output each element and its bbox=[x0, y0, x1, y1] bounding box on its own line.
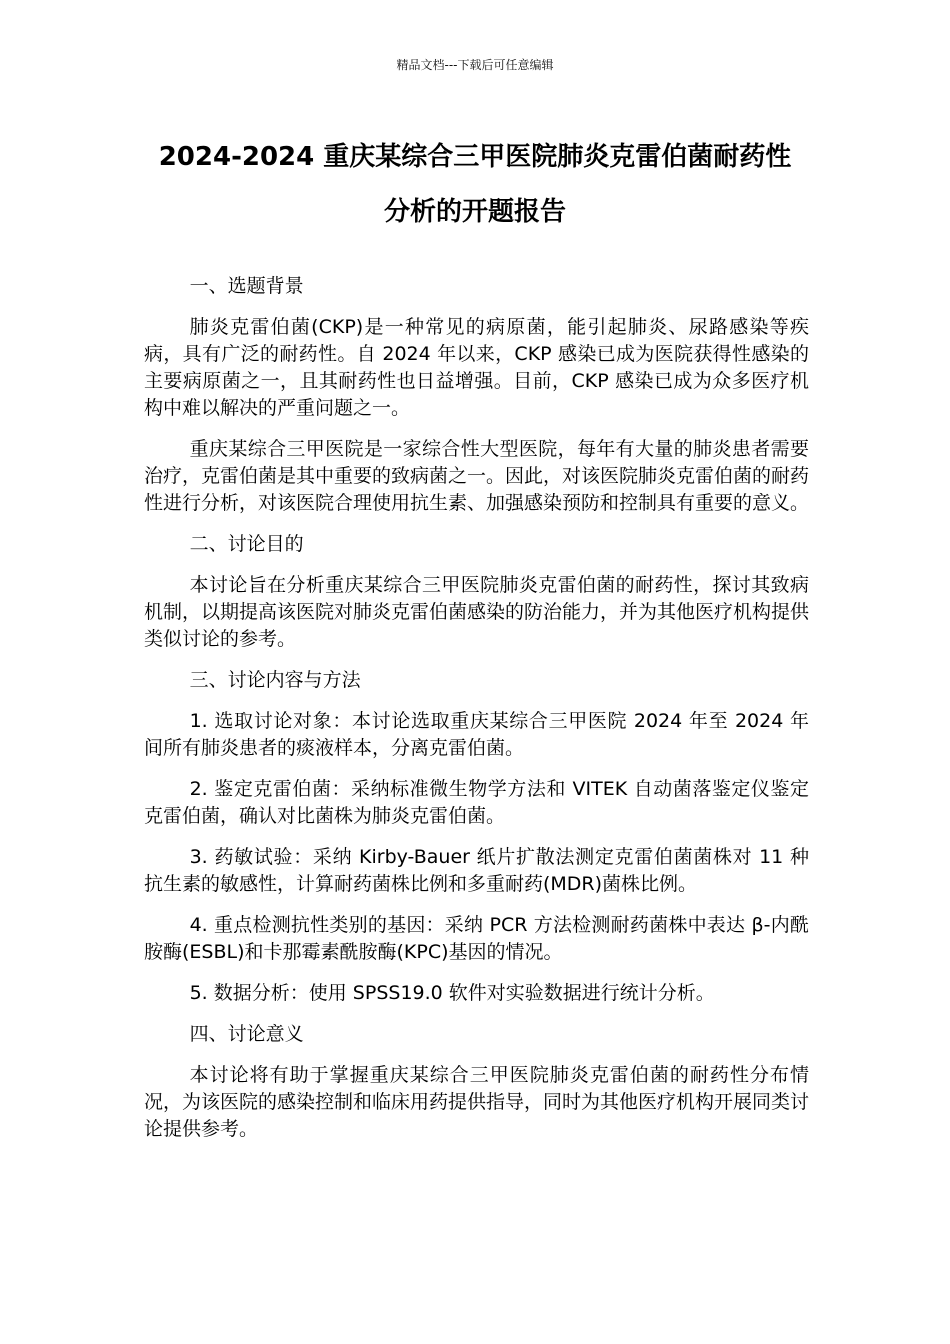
method-item-5: 5. 数据分析：使用 SPSS19.0 软件对实验数据进行统计分析。 bbox=[189, 982, 715, 1004]
section-heading-methods: 三、讨论内容与方法 bbox=[189, 669, 361, 691]
paragraph-significance: 本讨论将有助于掌握重庆某综合三甲医院肺炎克雷伯菌的耐药性分布情况，为该医院的感染控制和临床用药提供指导，同时为其他医疗机构开展同类讨论提供参考。 bbox=[144, 1064, 810, 1140]
title-line-1: 2024-2024 重庆某综合三甲医院肺炎克雷伯菌耐药性 bbox=[158, 142, 792, 172]
paragraph-background-2: 重庆某综合三甲医院是一家综合性大型医院，每年有大量的肺炎患者需要治疗，克雷伯菌是其中重要的致病菌之一。因此，对该医院肺炎克雷伯菌的耐药性进行分析，对该医院合理使用抗生素、加强感染预防和控制具有重要的意义。 bbox=[144, 438, 810, 514]
document-body bbox=[144, 273, 809, 1157]
paragraph-purpose: 本讨论旨在分析重庆某综合三甲医院肺炎克雷伯菌的耐药性，探讨其致病机制，以期提高该医院对肺炎克雷伯菌感染的防治能力，并为其他医疗机构提供类似讨论的参考。 bbox=[144, 574, 810, 650]
method-item-4: 4. 重点检测抗性类别的基因：采纳 PCR 方法检测耐药菌株中表达 β-内酰胺酶(ESBL)和卡那霉素酰胺酶(KPC)基因的情况。 bbox=[144, 914, 809, 963]
section-heading-purpose: 二、讨论目的 bbox=[189, 533, 304, 555]
title-line-2: 分析的开题报告 bbox=[383, 197, 566, 227]
method-item-3: 3. 药敏试验：采纳 Kirby-Bauer 纸片扩散法测定克雷伯菌菌株对 11 种抗生素的敏感性，计算耐药菌株比例和多重耐药(MDR)菌株比例。 bbox=[144, 846, 809, 895]
method-item-2: 2. 鉴定克雷伯菌：采纳标准微生物学方法和 VITEK 自动菌落鉴定仪鉴定克雷伯菌，确认对比菌株为肺炎克雷伯菌。 bbox=[144, 778, 809, 827]
header-note: 精品文档---下载后可任意编辑 bbox=[396, 58, 554, 72]
section-heading-significance: 四、讨论意义 bbox=[189, 1023, 304, 1045]
method-item-1: 1. 选取讨论对象：本讨论选取重庆某综合三甲医院 2024 年至 2024 年间所有肺炎患者的痰液样本，分离克雷伯菌。 bbox=[144, 710, 809, 759]
document-title bbox=[120, 130, 830, 240]
paragraph-background-1: 肺炎克雷伯菌(CKP)是一种常见的病原菌，能引起肺炎、尿路感染等疾病，具有广泛的耐药性。自 2024 年以来，CKP 感染已成为医院获得性感染的主要病原菌之一，且其耐药性也日益增强。目前，CKP 感染已成为众多医疗机构中难以解决的严重问题之一。 bbox=[144, 316, 809, 419]
section-heading-background: 一、选题背景 bbox=[189, 275, 304, 297]
